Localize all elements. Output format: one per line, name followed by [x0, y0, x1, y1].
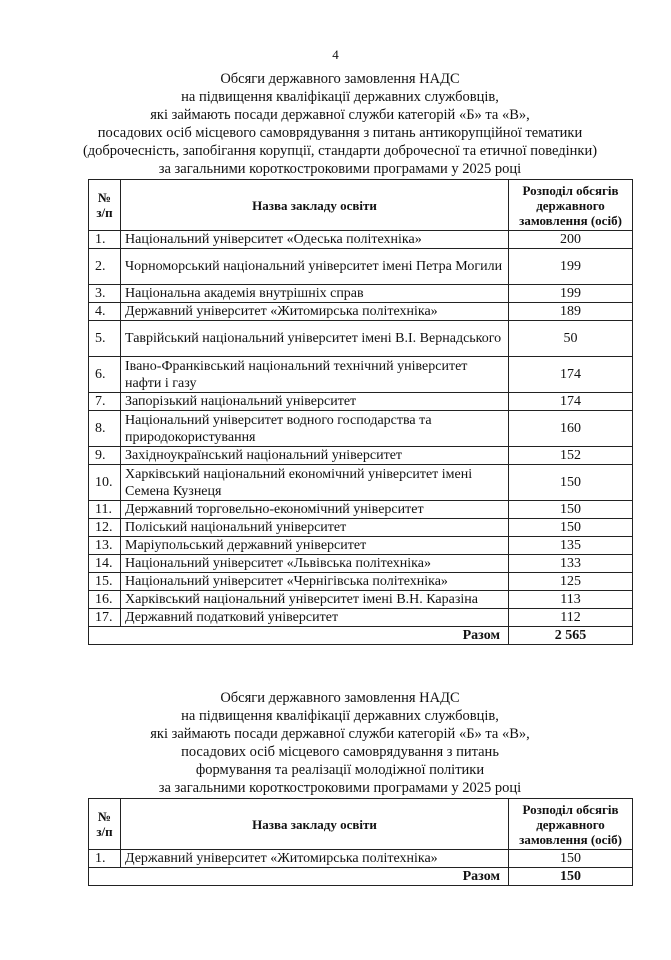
row-num: 5. — [89, 321, 121, 357]
table-row — [89, 501, 633, 519]
table-row — [89, 285, 633, 303]
row-num: 6. — [89, 357, 121, 393]
table-row — [89, 465, 633, 501]
heading-line: які займають посади державної служби категорій «Б» та «В», — [150, 726, 530, 742]
table-row — [89, 609, 633, 627]
row-num: 9. — [89, 447, 121, 465]
total-label: Разом — [89, 868, 509, 886]
heading-line: на підвищення кваліфікації державних службовців, — [181, 89, 499, 105]
table-row — [89, 411, 633, 447]
row-num: 17. — [89, 609, 121, 627]
section2-table — [88, 798, 633, 886]
row-num: 1. — [89, 231, 121, 249]
heading-line: формування та реалізації молодіжної політики — [195, 762, 485, 778]
row-value: 174 — [509, 357, 633, 393]
section1-heading — [70, 70, 610, 178]
row-value: 160 — [509, 411, 633, 447]
row-value: 150 — [509, 501, 633, 519]
section1-table — [88, 179, 633, 645]
total-row — [89, 627, 633, 645]
row-name: Національний університет водного господарства та природокористування — [121, 411, 509, 447]
table-row — [89, 231, 633, 249]
table-row — [89, 321, 633, 357]
row-name: Харківський національний університет імені В.Н. Каразіна — [121, 591, 509, 609]
heading-line: Обсяги державного замовлення НАДС — [220, 690, 460, 706]
row-num: 8. — [89, 411, 121, 447]
row-name: Поліський національний університет — [121, 519, 509, 537]
row-name: Харківський національний економічний університет імені Семена Кузнеця — [121, 465, 509, 501]
row-num: 12. — [89, 519, 121, 537]
column-header-name: Назва закладу освіти — [121, 180, 509, 231]
table-row — [89, 591, 633, 609]
row-value: 133 — [509, 555, 633, 573]
row-num: 16. — [89, 591, 121, 609]
total-value: 2 565 — [509, 627, 633, 645]
row-name: Західноукраїнський національний університет — [121, 447, 509, 465]
row-value: 150 — [509, 519, 633, 537]
row-name: Таврійський національний університет імені В.І. Вернадського — [121, 321, 509, 357]
column-header-value: Розподіл обсягів державного замовлення (осіб) — [509, 180, 633, 231]
row-value: 150 — [509, 850, 633, 868]
row-value: 113 — [509, 591, 633, 609]
column-header-num: № з/п — [89, 799, 121, 850]
row-name: Чорноморський національний університет імені Петра Могили — [121, 249, 509, 285]
section2-heading — [70, 689, 610, 797]
table-row — [89, 393, 633, 411]
row-value: 199 — [509, 249, 633, 285]
row-num: 3. — [89, 285, 121, 303]
total-value: 150 — [509, 868, 633, 886]
row-value: 112 — [509, 609, 633, 627]
table-row — [89, 447, 633, 465]
column-header-name: Назва закладу освіти — [121, 799, 509, 850]
table-row — [89, 249, 633, 285]
row-value: 152 — [509, 447, 633, 465]
row-name: Національний університет «Львівська політехніка» — [121, 555, 509, 573]
table-header-row — [89, 180, 633, 231]
row-value: 125 — [509, 573, 633, 591]
table-row — [89, 850, 633, 868]
table-row — [89, 303, 633, 321]
row-name: Національний університет «Одеська політехніка» — [121, 231, 509, 249]
table-row — [89, 555, 633, 573]
row-name: Національний університет «Чернігівська політехніка» — [121, 573, 509, 591]
row-num: 10. — [89, 465, 121, 501]
table-row — [89, 519, 633, 537]
heading-line: які займають посади державної служби категорій «Б» та «В», — [150, 107, 530, 123]
row-value: 135 — [509, 537, 633, 555]
total-label: Разом — [89, 627, 509, 645]
row-num: 14. — [89, 555, 121, 573]
row-num: 1. — [89, 850, 121, 868]
row-value: 189 — [509, 303, 633, 321]
heading-line: Обсяги державного замовлення НАДС — [220, 71, 460, 87]
heading-line: посадових осіб місцевого самоврядування з питань — [181, 744, 499, 760]
row-name: Запорізький національний університет — [121, 393, 509, 411]
column-header-value: Розподіл обсягів державного замовлення (осіб) — [509, 799, 633, 850]
row-num: 11. — [89, 501, 121, 519]
table-row — [89, 537, 633, 555]
heading-line: за загальними короткостроковими програмами у 2025 році — [158, 161, 522, 177]
row-num: 7. — [89, 393, 121, 411]
heading-line: на підвищення кваліфікації державних службовців, — [181, 708, 499, 724]
row-name: Державний податковий університет — [121, 609, 509, 627]
row-value: 174 — [509, 393, 633, 411]
table-header-row — [89, 799, 633, 850]
table-row — [89, 357, 633, 393]
row-value: 200 — [509, 231, 633, 249]
table-row — [89, 573, 633, 591]
column-header-num: № з/п — [89, 180, 121, 231]
row-num: 15. — [89, 573, 121, 591]
row-name: Державний торговельно-економічний університет — [121, 501, 509, 519]
heading-line: (доброчесність, запобігання корупції, стандарти доброчесної та етичної поведінки) — [82, 143, 598, 159]
row-num: 4. — [89, 303, 121, 321]
row-name: Державний університет «Житомирська політехніка» — [121, 303, 509, 321]
row-name: Маріупольський державний університет — [121, 537, 509, 555]
heading-line: посадових осіб місцевого самоврядування з питань антикорупційної тематики — [97, 125, 583, 141]
row-value: 50 — [509, 321, 633, 357]
heading-line: за загальними короткостроковими програмами у 2025 році — [158, 780, 522, 796]
row-num: 2. — [89, 249, 121, 285]
page-number: 4 — [332, 47, 339, 62]
total-row — [89, 868, 633, 886]
row-num: 13. — [89, 537, 121, 555]
row-value: 199 — [509, 285, 633, 303]
row-name: Івано-Франківський національний технічний університет нафти і газу — [121, 357, 509, 393]
row-name: Національна академія внутрішніх справ — [121, 285, 509, 303]
row-value: 150 — [509, 465, 633, 501]
row-name: Державний університет «Житомирська політехніка» — [121, 850, 509, 868]
